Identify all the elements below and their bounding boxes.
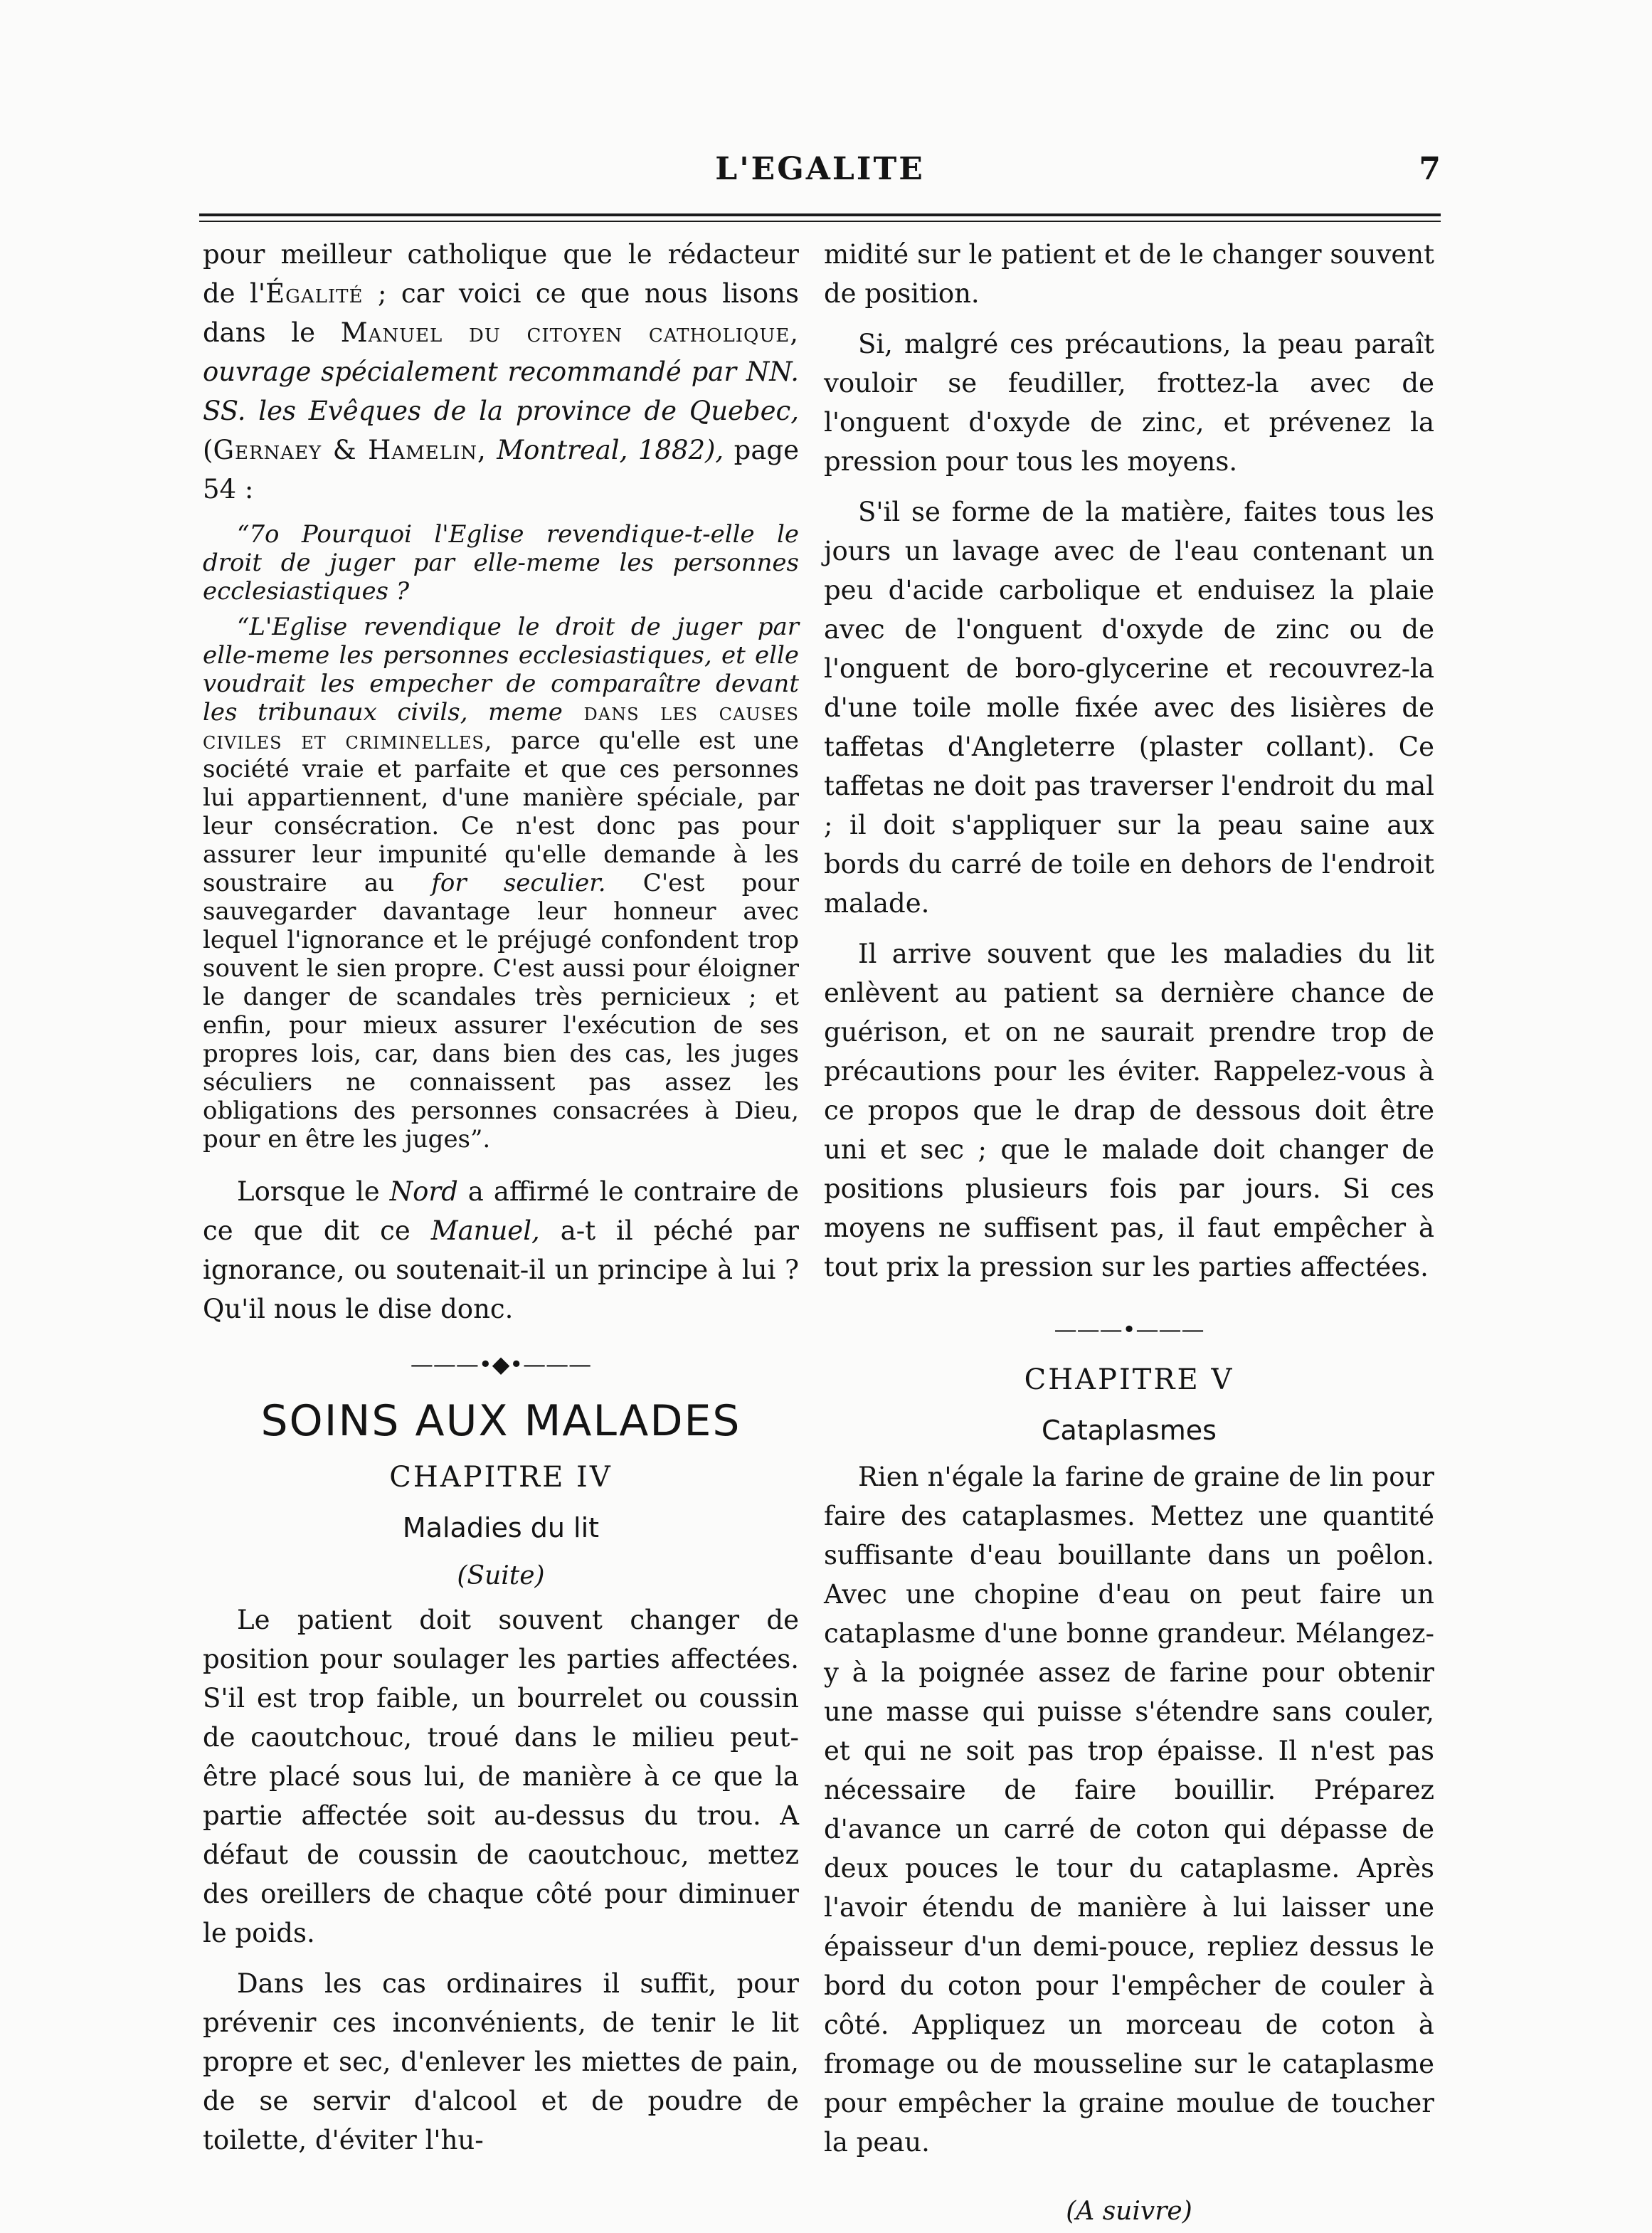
body-paragraph: Le patient doit souvent changer de position pour soulager les parties affectées. S'il est trop faible, un bourrelet ou coussin de caoutchouc, troué dans le milieu peut-être placé sous lui, de manière à ce que la partie affectée soit au-dessus du trou. A défaut de coussin de caoutchouc, mettez des oreillers de chaque côté pour diminuer le poids. [203,1605,799,1948]
text-run: page 54 : [203,435,799,505]
quote-question [203,520,799,606]
running-header [199,151,1441,194]
italic-run: Nord [389,1176,458,1207]
quote-caps: dans les causes civiles et criminelles, [203,698,799,755]
quote-text: C'est pour sauvegarder davantage leur honneur avec lequel l'ignorance et le préjugé confondent trop souvent le sien propre. C'est aussi pour éloigner le danger de scandales très pernicieux ; et enfin, pour mieux assurer l'exécution de ses propres lois, car, dans bien des cas, les juges séculiers ne connaissent pas assez les obligations des personnes consacrées à Dieu, pour en être les juges”. [203,869,800,1154]
text-run: ; car voici ce que nous lisons dans le [203,278,799,348]
page-number: 7 [1419,151,1441,187]
text-run: pour meilleur catholique que le rédacteur de l' [203,239,799,309]
section-ornament: ———•——— [1054,1316,1204,1343]
right-column [824,235,1434,2226]
italic-run: Montreal, 1882), [486,435,724,465]
chapter-title: CHAPITRE IV [389,1461,613,1494]
text-run: a affirmé le contraire de ce que dit ce [203,1176,799,1246]
header-rule [199,213,1441,222]
nord-paragraph [203,1172,799,1329]
quote-answer [203,613,799,1154]
text-run: Lorsque le [237,1176,390,1207]
body-paragraph: Dans les cas ordinaires il suffit, pour prévenir ces inconvénients, de tenir le lit propre et sec, d'enlever les miettes de pain, de se servir d'alcool et de poudre de toilette, d'éviter l'hu- [203,1968,799,2155]
suite-label: (Suite) [457,1561,545,1590]
to-be-continued: (A suivre) [1066,2197,1192,2226]
text-run: a-t il péché par ignorance, ou soutenait-il un principe à lui ? Qu'il nous le dise donc. [203,1215,799,1324]
quote-text: parce qu'elle est une société vraie et parfaite et que ces personnes lui appartiennent, d'une manière spéciale, par leur consécration. Ce n'est donc pas pour assurer leur impunité qu'elle demande à les soustraire au [203,727,799,897]
section-heading: SOINS AUX MALADES [260,1396,741,1446]
journal-title: L'EGALITE [715,151,925,187]
left-column [203,235,800,2155]
quote-italic: for seculier. [431,869,606,897]
continued-paragraph: midité sur le patient et de le changer souvent de position. [824,239,1434,309]
section-ornament: ———•◆•——— [410,1351,592,1378]
manuel-title: Manuel du citoyen catholique, [340,317,799,348]
continued-paragraph [203,235,799,509]
publisher-name: Gernaey & Hamelin, [213,435,487,465]
body-paragraph: Il arrive souvent que les maladies du lit enlèvent au patient sa dernière chance de guérison, et on ne saurait prendre trop de précautions pour les éviter. Rappelez-vous à ce propos que le drap de dessous doit être uni et sec ; que le malade doit changer de positions plusieurs fois par jours. Si ces moyens ne suffisent pas, il faut empêcher à tout prix la pression sur les parties affectées. [824,939,1434,1282]
italic-run: Manuel, [430,1215,540,1246]
italic-run: ouvrage spécialement recommandé par NN. SS. les Evêques de la province de Quebec, [203,357,799,426]
egalite-name: Égalité [265,278,364,309]
body-paragraph: Si, malgré ces précautions, la peau paraît vouloir se feudiller, frottez-la avec de l'onguent d'oxyde de zinc, et prévenez la pression pour tous les moyens. [824,329,1434,477]
quote-text: “7o Pourquoi l'Eglise revendique-t-elle le droit de juger par elle-meme les personnes ecclesiastiques ? [203,520,799,606]
chapter-title: CHAPITRE V [1024,1363,1234,1396]
text-run: ( [203,435,213,465]
body-paragraph: S'il se forme de la matière, faites tous les jours un lavage avec de l'eau contenant un peu d'acide carbolique et enduisez la plaie avec de l'onguent d'oxyde de zinc ou de l'onguent de boro-glycerine et recouvrez-la d'une toile molle fixée avec des lisières de taffetas d'Angleterre (plaster collant). Ce taffetas ne doit pas traverser l'endroit du mal ; il doit s'appliquer sur la peau saine aux bords du carré de toile en dehors de l'endroit malade. [824,497,1434,919]
quote-text: “L'Eglise revendique le droit de juger par elle-meme les personnes ecclesiastiques, et elle voudrait les empecher de comparaître devant les tribunaux civils, meme [203,613,799,727]
body-paragraph: Rien n'égale la farine de graine de lin pour faire des cataplasmes. Mettez une quantité suffisante d'eau bouillante dans un poêlon. Avec une chopine d'eau on peut faire un cataplasme d'une bonne grandeur. Mélangez-y à la poignée assez de farine pour obtenir une masse qui puisse s'étendre sans couler, et qui ne soit pas trop épaisse. Il n'est pas nécessaire de faire bouillir. Préparez d'avance un carré de coton qui dépasse de deux pouces le tour du cataplasme. Après l'avoir étendu de manière à lui laisser une épaisseur d'un demi-pouce, repliez dessus le bord du coton pour l'empêcher de couler à côté. Appliquez un morceau de coton à fromage ou de mousseline sur le cataplasme pour empêcher la graine moulue de toucher la peau. [824,1462,1434,2158]
chapter-subheading: Maladies du lit [402,1512,600,1543]
chapter-subheading: Cataplasmes [1042,1415,1217,1446]
